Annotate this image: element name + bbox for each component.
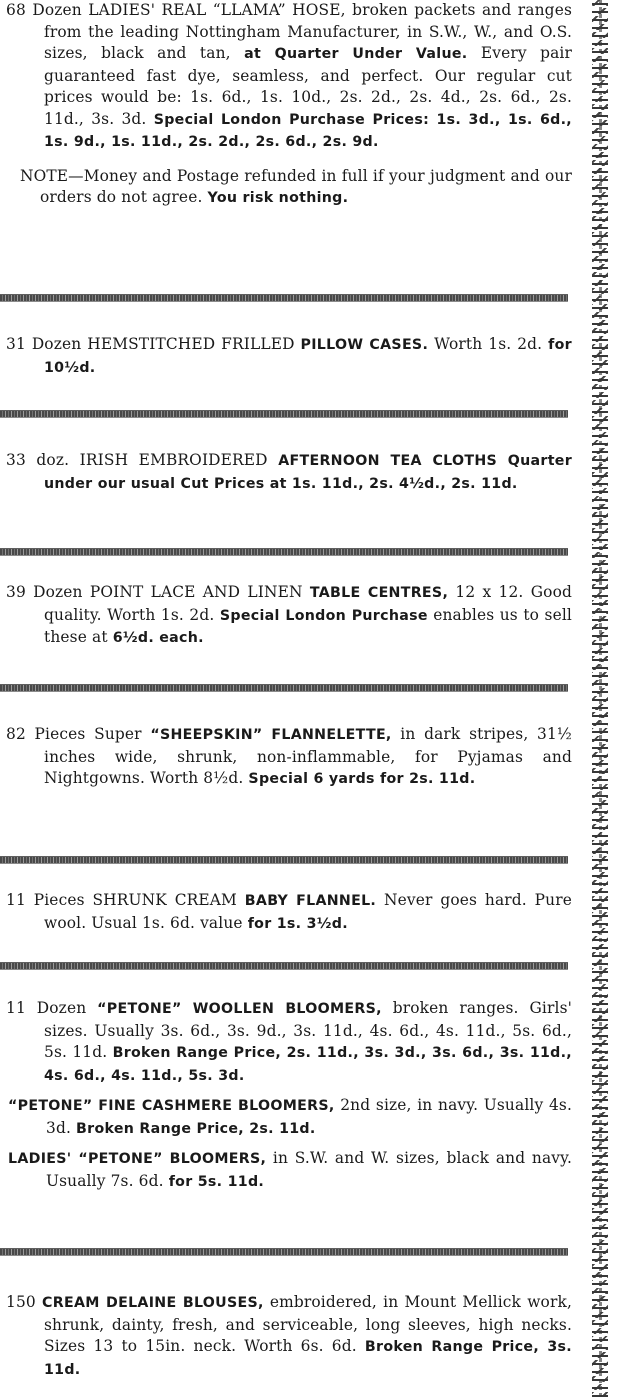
ad-paragraph <box>0 890 572 935</box>
divider-rule <box>0 410 568 418</box>
bold-text: LADIES' “PETONE” BLOOMERS, <box>8 1151 267 1167</box>
item-baby-flannel <box>0 890 572 935</box>
ad-paragraph <box>0 1095 572 1140</box>
bold-text: CREAM DELAINE BLOUSES, <box>42 1295 264 1311</box>
ad-paragraph <box>0 166 572 210</box>
ad-paragraph <box>0 334 572 379</box>
ad-paragraph <box>0 0 572 154</box>
bold-text: Special 6 yards for 2s. 11d. <box>248 771 476 787</box>
item-tea-cloths <box>0 450 572 495</box>
body-text: Never goes hard. Pure wool. Usual 1s. 6d. value <box>44 891 573 932</box>
body-text: 31 Dozen HEMSTITCHED FRILLED <box>6 335 301 353</box>
body-text: in S.W. and W. sizes, black and navy. Usually 7s. 6d. <box>46 1149 572 1190</box>
bold-text: Special London Purchase Prices: 1s. 3d., 1s. 6d., 1s. 9d., 1s. 11d., 2s. 2d., 2s. 6d., 2s. 9d. <box>44 111 572 150</box>
item-flannelette <box>0 724 572 791</box>
body-text: embroidered, in Mount Mellick work, shrunk, dainty, fresh, and serviceable, long sleeves, high necks. Sizes 13 to 15in. neck. Worth 6s. 6d. <box>44 1293 572 1355</box>
ad-paragraph <box>0 450 572 495</box>
bold-text: at Quarter Under Value. <box>244 46 468 62</box>
item-bloomers <box>0 998 572 1193</box>
body-text: NOTE—Money and Postage refunded in full if your judgment and our orders do not agree. <box>20 166 572 206</box>
body-text: 11 Pieces SHRUNK CREAM <box>6 891 245 909</box>
bold-text: TABLE CENTRES, <box>309 585 449 601</box>
divider-rule <box>0 1248 568 1256</box>
bold-text: You risk nothing. <box>207 190 349 206</box>
divider-rule <box>0 962 568 970</box>
ad-paragraph <box>0 1292 572 1381</box>
divider-rule <box>0 684 568 692</box>
bold-text: “PETONE” WOOLLEN BLOOMERS, <box>97 1001 382 1017</box>
bold-text: “PETONE” FINE CASHMERE BLOOMERS, <box>8 1098 335 1114</box>
bold-text: AFTERNOON TEA CLOTHS Quarter under our usual Cut Prices at 1s. 11d., 2s. 4½d., 2s. 11d. <box>44 453 573 492</box>
item-table-centres <box>0 582 572 650</box>
bold-text: for 10½d. <box>44 337 572 376</box>
bold-text: PILLOW CASES. <box>300 337 429 353</box>
ad-paragraph <box>0 1148 572 1193</box>
item-pillow-cases <box>0 334 572 379</box>
bold-text: “SHEEPSKIN” FLANNELETTE, <box>150 727 392 743</box>
bold-text: 6½d. each. <box>112 630 204 646</box>
body-text: 82 Pieces Super <box>6 725 151 743</box>
bold-text: Broken Range Price, 3s. 11d. <box>44 1339 572 1378</box>
body-text: 39 Dozen POINT LACE AND LINEN <box>6 583 310 601</box>
bold-text: for 5s. 11d. <box>168 1173 265 1190</box>
ornamental-border-inner <box>599 0 602 1397</box>
bold-text: for 1s. 3½d. <box>247 915 348 932</box>
body-text: in dark stripes, 31½ inches wide, shrunk, non-inflammable, for Pyjamas and Nightgowns. Worth 8½d. <box>44 725 572 787</box>
body-text: 150 <box>6 1293 43 1311</box>
body-text: 68 Dozen LADIES' REAL “LLAMA” HOSE, broken packets and ranges from the leading Nottingham Manufacturer, in S.W., W., and O.S. sizes, black and tan, <box>6 1 572 62</box>
body-text: 12 x 12. Good quality. Worth 1s. 2d. <box>44 583 572 624</box>
ad-paragraph <box>0 582 572 650</box>
body-text: 33 doz. IRISH EMBROIDERED <box>6 451 279 469</box>
body-text: Worth 1s. 2d. <box>428 335 549 353</box>
divider-rule <box>0 548 568 556</box>
ad-paragraph <box>0 998 572 1087</box>
body-text: broken ranges. Girls' sizes. Usually 3s. 6d., 3s. 9d., 3s. 11d., 4s. 6d., 4s. 11d., 5s. 6d., 5s. 11d. <box>44 999 573 1061</box>
body-text: 11 Dozen <box>6 999 98 1017</box>
ad-paragraph <box>0 724 572 791</box>
body-text: 2nd size, in navy. Usually 4s. 3d. <box>46 1096 573 1137</box>
bold-text: Special London Purchase <box>219 607 428 624</box>
body-text: Every pair guaranteed fast dye, seamless, and perfect. Our regular cut prices would be: 1s. 6d., 1s. 10d., 2s. 2d., 2s. 4d., 2s. 6d., 2s. 11d., 3s. 3d. <box>44 44 572 128</box>
divider-rule <box>0 856 568 864</box>
item-blouses <box>0 1292 572 1381</box>
bold-text: BABY FLANNEL. <box>244 893 377 909</box>
item-llama-hose <box>0 0 572 210</box>
body-text: enables us to sell these at <box>44 605 572 646</box>
bold-text: Broken Range Price, 2s. 11d., 3s. 3d., 3s. 6d., 3s. 11d., 4s. 6d., 4s. 11d., 5s. 3d. <box>44 1045 572 1084</box>
bold-text: Broken Range Price, 2s. 11d. <box>76 1120 316 1137</box>
divider-rule <box>0 294 568 302</box>
